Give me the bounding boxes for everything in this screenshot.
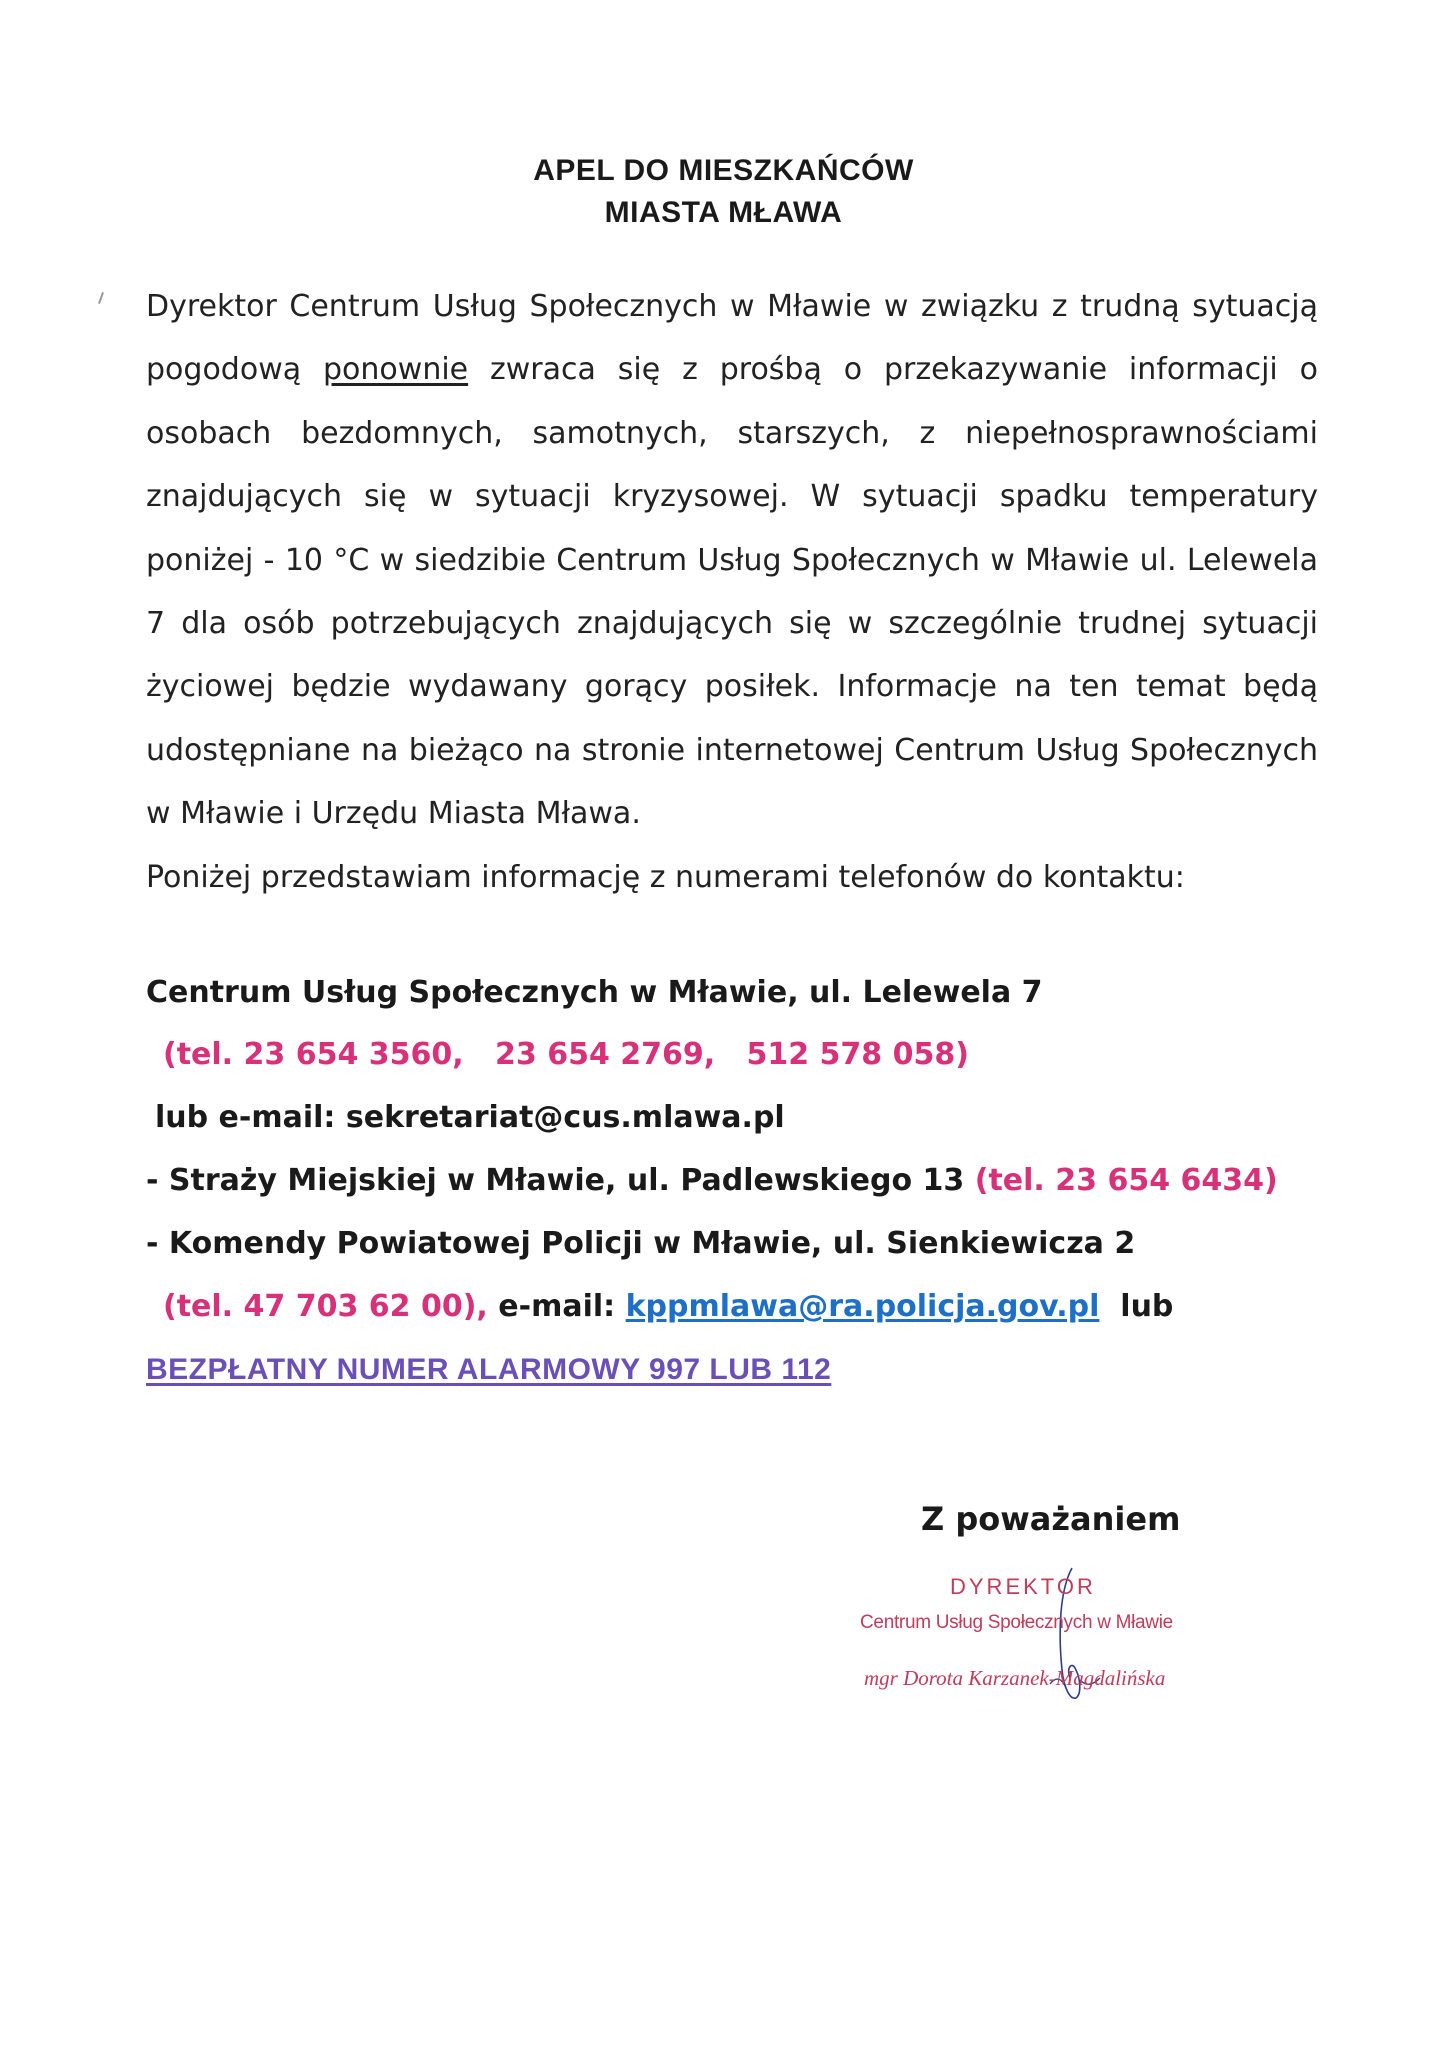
title-line-2: MIASTA MŁAWA xyxy=(604,196,843,229)
policja-or: lub xyxy=(1099,1289,1174,1324)
director-stamp xyxy=(860,1560,1200,1710)
paragraph-start: Dyrektor Centrum Usług Społecznych w Mławie w związku z trudną sytuacją pogodową xyxy=(146,289,1318,388)
margin-mark xyxy=(98,292,104,304)
policja-address: - Komendy Powiatowej Policji w Mławie, ul. Sienkiewicza 2 xyxy=(146,1226,1136,1261)
cus-address: Centrum Usług Społecznych w Mławie, ul. Lelewela 7 xyxy=(146,975,1043,1010)
stamp-title: DYREKTOR xyxy=(950,1574,1096,1599)
policja-email-link[interactable]: kppmlawa@ra.policja.gov.pl xyxy=(625,1289,1100,1324)
cus-phones: (tel. 23 654 3560, 23 654 2769, 512 578 058) xyxy=(163,1037,969,1072)
policja-contact-line xyxy=(163,1289,1173,1324)
cus-email: lub e-mail: sekretariat@cus.mlawa.pl xyxy=(155,1100,785,1135)
alarm-number-link[interactable]: BEZPŁATNY NUMER ALARMOWY 997 LUB 112 xyxy=(146,1353,832,1386)
stamp-person: mgr Dorota Karzanek-Magdalińska xyxy=(864,1666,1166,1690)
body-paragraph xyxy=(146,275,1318,846)
straz-phone: (tel. 23 654 6434) xyxy=(974,1163,1278,1198)
intro-line: Poniżej przedstawiam informację z numerami telefonów do kontaktu: xyxy=(146,859,1185,895)
title-line-1: APEL DO MIESZKAŃCÓW xyxy=(533,154,914,187)
policja-phone: (tel. 47 703 62 00), xyxy=(163,1289,488,1324)
straz-line xyxy=(146,1163,1278,1198)
policja-email-label: e-mail: xyxy=(487,1289,626,1324)
closing-salutation: Z poważaniem xyxy=(921,1500,1181,1538)
straz-name: - Straży Miejskiej w Mławie, ul. Padlewskiego 13 xyxy=(146,1163,975,1198)
paragraph-rest: zwraca się z prośbą o przekazywanie informacji o osobach bezdomnych, samotnych, starszych, z niepełnosprawnościami znajdujących się w sytuacji kryzysowej. W sytuacji spadku temperatury poniżej - 10 °C w siedzibie Centrum Usług Społecznych w Mławie ul. Lelewela 7 dla osób potrzebujących znajdujących się w szczególnie trudnej sytuacji życiowej będzie wydawany gorący posiłek. Informacje na ten temat będą udostępniane na bieżąco na stronie internetowej Centrum Usług Społecznych w Mławie i Urzędu Miasta Mława. xyxy=(146,352,1318,832)
stamp-org: Centrum Usług Społecznych w Mławie xyxy=(860,1612,1173,1633)
body-text xyxy=(146,275,1318,909)
underlined-word: ponownie xyxy=(323,352,469,388)
